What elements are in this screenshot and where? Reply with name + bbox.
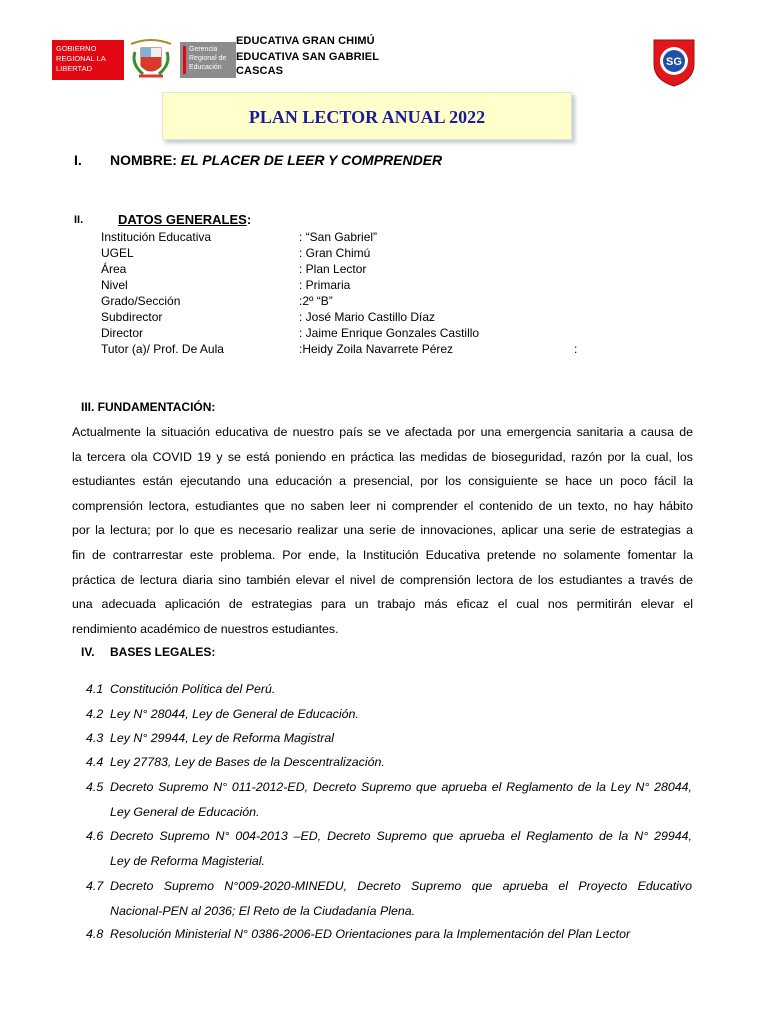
legal-item-number: 4.7 <box>86 879 104 893</box>
datos-key: Tutor (a)/ Prof. De Aula <box>101 342 224 356</box>
datos-key: Área <box>101 262 127 276</box>
legal-item-text: Constitución Política del Perú. <box>110 682 276 696</box>
legal-item <box>86 775 692 824</box>
datos-key: Institución Educativa <box>101 230 212 244</box>
legal-item-text: Ley N° 29944, Ley de Reforma Magistral <box>110 731 334 745</box>
section-number: IV. <box>81 645 95 659</box>
header-line-3: CASCAS <box>236 65 284 77</box>
gobierno-logo-line: LIBERTAD <box>56 64 92 73</box>
paragraph-line: práctica de lectura diaria sino también elevar el nivel de comprensión lectora de los estudiantes a través de <box>72 572 693 587</box>
paragraph-line: la tercera ola COVID 19 y se está poniendo en práctica las medidas de bioseguridad, razón por la cual, los <box>72 449 693 464</box>
legal-item <box>86 750 692 775</box>
gerencia-logo-line: Educación <box>189 64 222 71</box>
section-number: II. <box>74 214 84 226</box>
fundamentacion-paragraph <box>72 420 693 641</box>
gobierno-logo-line: GOBIERNO <box>56 44 97 53</box>
legal-item-text: Resolución Ministerial N° 0386-2006-ED Orientaciones para la Implementación del Plan Lector <box>110 927 631 941</box>
legal-item-number: 4.1 <box>86 682 104 696</box>
legal-item-text: Decreto Supremo N° 004-2013 –ED, Decreto Supremo que aprueba el Reglamento de la N° 29944, <box>110 829 692 843</box>
datos-value: : Plan Lector <box>299 262 367 276</box>
datos-key: Director <box>101 326 144 340</box>
gerencia-logo-bar <box>183 46 186 74</box>
project-name: EL PLACER DE LEER Y COMPRENDER <box>180 152 443 168</box>
section-number: I. <box>74 152 82 168</box>
legal-item-number: 4.6 <box>86 829 104 843</box>
legal-item-number: 4.5 <box>86 780 104 794</box>
paragraph-line: por la lectura; por lo que es necesario realizar una serie de innovaciones, aplicar una serie de estrategias a <box>72 523 693 538</box>
gerencia-logo-line: Regional de <box>189 55 227 62</box>
legal-item <box>86 702 692 727</box>
datos-key: Nivel <box>101 278 128 292</box>
paragraph-line: Actualmente la situación educativa de nuestro país se ve afectada por una emergencia sanitaria a causa de <box>72 425 693 439</box>
legal-item-text-cont: Ley de Reforma Magisterial. <box>110 853 265 868</box>
legal-item-text-cont: Nacional-PEN al 2036; El Reto de la Ciudadanía Plena. <box>110 903 416 918</box>
gobierno-regional-logo <box>52 40 124 80</box>
datos-key: Subdirector <box>101 310 163 324</box>
datos-value: :Heidy Zoila Navarrete Pérez <box>299 342 454 356</box>
datos-value: : Jaime Enrique Gonzales Castillo <box>299 326 480 340</box>
legal-item-text: Ley N° 28044, Ley de General de Educación. <box>110 707 359 721</box>
paragraph-line: rendimiento académico de nuestros estudiantes. <box>72 621 339 636</box>
gerencia-logo-line: Gerencia <box>189 46 218 53</box>
datos-value: : José Mario Castillo Díaz <box>299 310 436 324</box>
section-colon: : <box>246 212 252 227</box>
legal-item <box>86 677 692 702</box>
legal-item-number: 4.8 <box>86 927 104 941</box>
datos-value: : Primaria <box>299 278 351 292</box>
legal-item <box>86 824 692 873</box>
section-heading <box>118 212 251 227</box>
datos-value: :2º “B” <box>299 294 333 308</box>
paragraph-line: una adecuada aplicación de estrategias para un trabajo más eficaz el cual nos permitirán elevar el <box>72 597 693 612</box>
datos-value: : Gran Chimú <box>299 246 371 260</box>
legal-item-text-cont: Ley General de Educación. <box>110 804 260 819</box>
paragraph-line: comprensión lectora, estudiantes que no saben leer ni comprender el contenido de un texto, no hay hábito <box>72 498 693 513</box>
datos-key: Grado/Sección <box>101 294 181 308</box>
san-gabriel-school-crest-icon <box>650 34 698 88</box>
paragraph-line: estudiantes están ejecutando una educación a presencial, por los consiguiente se hace un poco fácil la <box>72 474 693 489</box>
legal-item-text: Decreto Supremo N°009-2020-MINEDU, Decreto Supremo que aprueba el Proyecto Educativo <box>110 879 692 893</box>
datos-extra: : <box>574 342 578 356</box>
section-label: NOMBRE: <box>110 152 177 168</box>
legal-item-text: Ley 27783, Ley de Bases de la Descentralización. <box>110 755 385 769</box>
legal-item-number: 4.2 <box>86 707 104 721</box>
legal-item <box>86 874 692 923</box>
section-heading-bases-legales: BASES LEGALES: <box>110 645 216 659</box>
header-line-2: EDUCATIVA SAN GABRIEL <box>236 51 380 63</box>
gobierno-logo-line: REGIONAL LA <box>56 54 106 63</box>
title-box <box>162 92 572 140</box>
section-heading-fundamentacion: III. FUNDAMENTACIÓN: <box>81 400 216 414</box>
document-title: PLAN LECTOR ANUAL 2022 <box>248 107 486 127</box>
coat-of-arms-seal-icon <box>127 38 175 82</box>
legal-item-number: 4.3 <box>86 731 104 745</box>
crest-monogram: SG <box>666 56 682 68</box>
legal-item-text: Decreto Supremo N° 011-2012-ED, Decreto Supremo que aprueba el Reglamento de la Ley N° 28044, <box>110 780 692 794</box>
legal-item-number: 4.4 <box>86 755 104 769</box>
datos-key: UGEL <box>101 246 134 260</box>
section-heading-line <box>110 152 442 168</box>
gerencia-regional-logo <box>180 42 236 78</box>
legal-item <box>86 922 692 947</box>
header-line-1: EDUCATIVA GRAN CHIMÚ <box>236 35 375 47</box>
legal-item <box>86 726 692 751</box>
datos-value: : “San Gabriel” <box>299 230 378 244</box>
section-label: DATOS GENERALES <box>118 212 247 227</box>
paragraph-line: fin de contrarrestar este problema. Por ende, la Institución Educativa pretende no solamente fomentar la <box>72 547 693 562</box>
